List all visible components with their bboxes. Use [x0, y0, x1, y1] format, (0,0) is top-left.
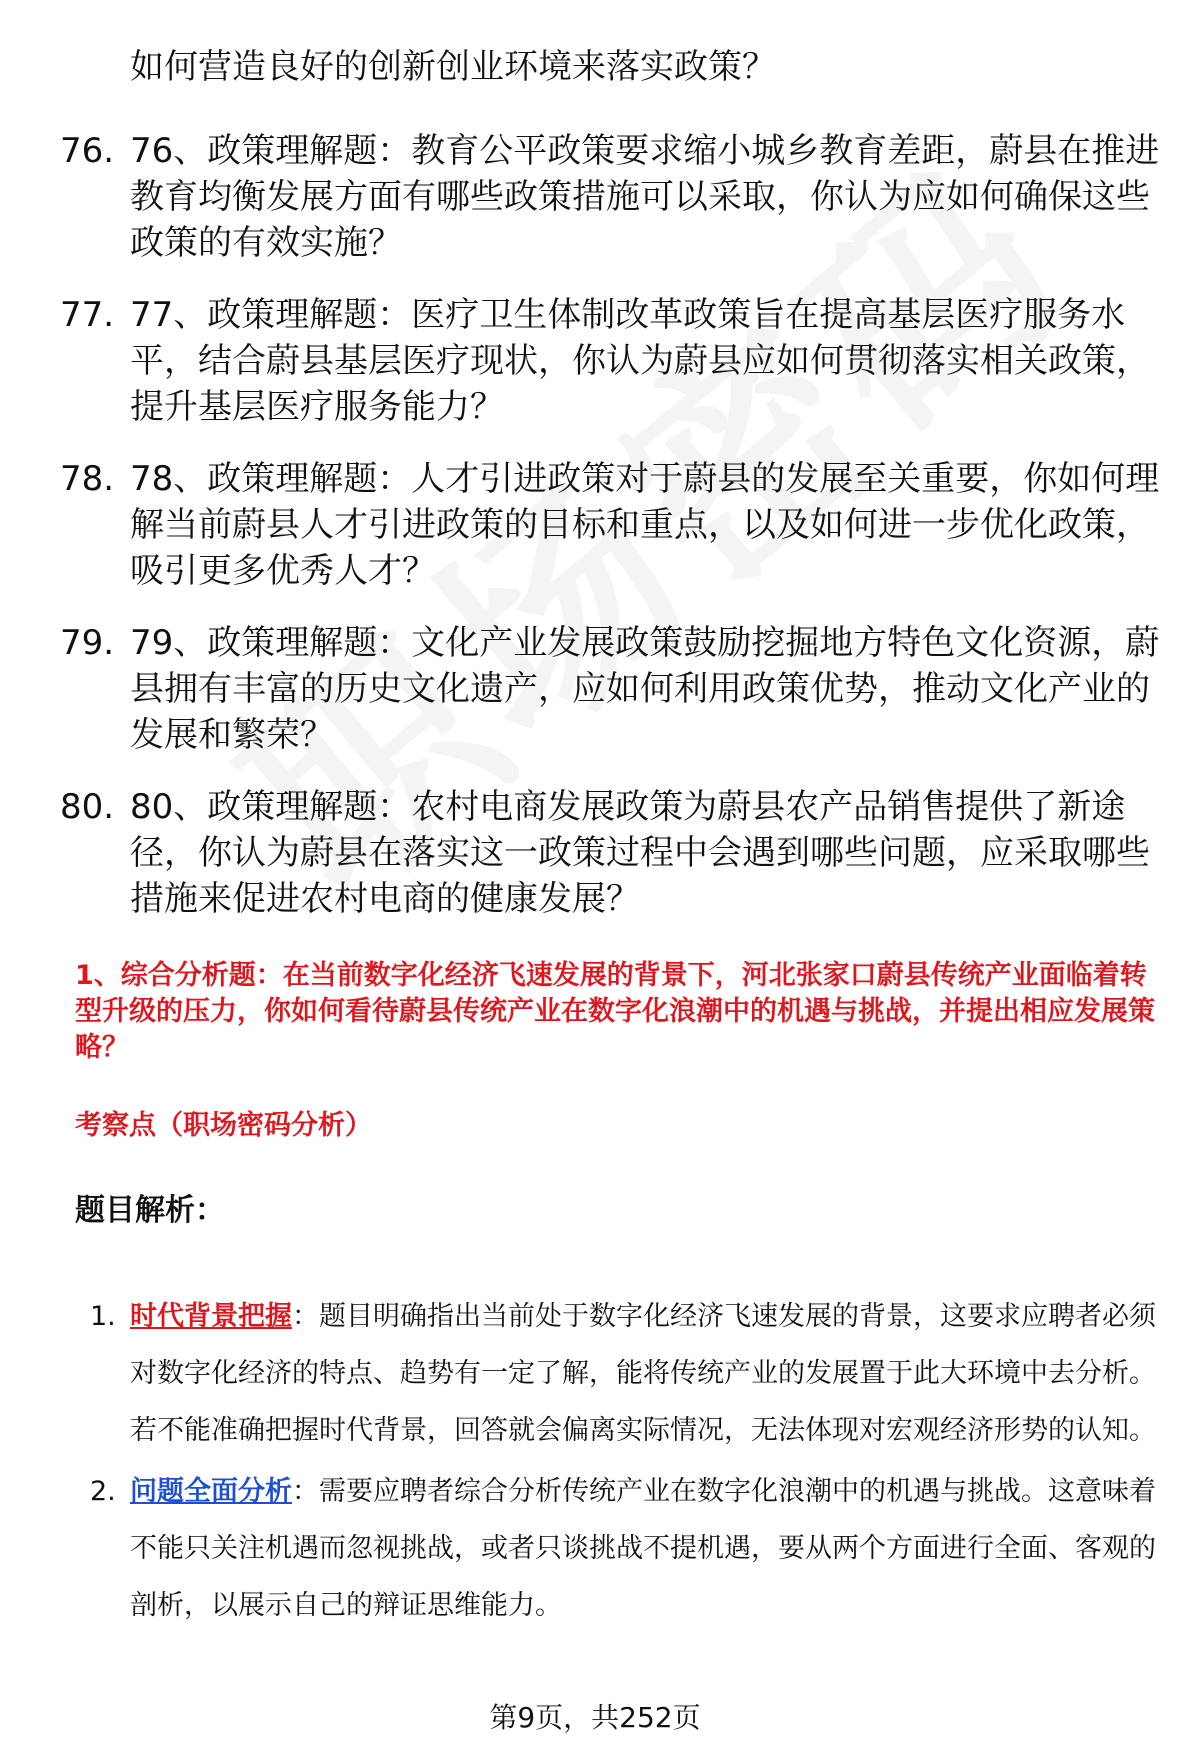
featured-question: 1、综合分析题：在当前数字化经济飞速发展的背景下，河北张家口蔚县传统产业面临着转型升级的压力，你如何看待蔚县传统产业在数字化浪潮中的机遇与挑战，并提出相应发展策略？ — [75, 960, 1155, 1063]
question-text: 78、政策理解题：人才引进政策对于蔚县的发展至关重要，你如何理解当前蔚县人才引进政策的目标和重点，以及如何进一步优化政策，吸引更多优秀人才？ — [130, 459, 1160, 591]
question-item — [60, 784, 1160, 922]
question-text: 80、政策理解题：农村电商发展政策为蔚县农产品销售提供了新途径，你认为蔚县在落实这一政策过程中会遇到哪些问题，应采取哪些措施来促进农村电商的健康发展？ — [130, 787, 1150, 919]
analysis-separator: ： — [292, 1301, 319, 1332]
analysis-separator: ： — [292, 1476, 319, 1507]
question-item — [60, 292, 1160, 430]
question-text: 79、政策理解题：文化产业发展政策鼓励挖掘地方特色文化资源，蔚县拥有丰富的历史文化遗产，应如何利用政策优势，推动文化产业的发展和繁荣？ — [130, 623, 1160, 755]
analysis-keyword-link[interactable]: 时代背景把握 — [130, 1301, 292, 1332]
question-number: 78. — [60, 459, 115, 499]
question-item — [60, 128, 1160, 266]
analysis-number: 2. — [90, 1476, 116, 1507]
question-text: 76、政策理解题：教育公平政策要求缩小城乡教育差距，蔚县在推进教育均衡发展方面有哪些政策措施可以采取，你认为应如何确保这些政策的有效实施？ — [130, 131, 1160, 263]
analysis-text: 需要应聘者综合分析传统产业在数字化浪潮中的机遇与挑战。这意味着不能只关注机遇而忽视挑战，或者只谈挑战不提机遇，要从两个方面进行全面、客观的剖析，以展示自己的辩证思维能力。 — [130, 1476, 1156, 1621]
analysis-item — [80, 1463, 1160, 1634]
analysis-number: 1. — [90, 1301, 116, 1332]
question-number: 77. — [60, 295, 115, 335]
analysis-keyword-link[interactable]: 问题全面分析 — [130, 1476, 292, 1507]
question-number: 76. — [60, 131, 115, 171]
question-number: 79. — [60, 623, 115, 663]
continued-question-text: 如何营造良好的创新创业环境来落实政策？ — [130, 47, 776, 87]
analysis-item — [80, 1288, 1160, 1459]
analysis-list — [80, 1288, 1160, 1638]
question-text: 77、政策理解题：医疗卫生体制改革政策旨在提高基层医疗服务水平，结合蔚县基层医疗现状，你认为蔚县应如何贯彻落实相关政策，提升基层医疗服务能力？ — [130, 295, 1150, 427]
analysis-text: 题目明确指出当前处于数字化经济飞速发展的背景，这要求应聘者必须对数字化经济的特点、趋势有一定了解，能将传统产业的发展置于此大环境中去分析。若不能准确把握时代背景，回答就会偏离实际情况，无法体现对宏观经济形势的认知。 — [130, 1301, 1156, 1446]
page-footer: 第9页，共252页 — [489, 1701, 701, 1734]
question-item — [60, 620, 1160, 758]
question-item — [60, 456, 1160, 594]
exam-point-label: 考察点（职场密码分析） — [75, 1110, 372, 1141]
question-number: 80. — [60, 787, 115, 827]
question-list — [60, 128, 1160, 948]
analysis-heading: 题目解析： — [75, 1193, 225, 1228]
